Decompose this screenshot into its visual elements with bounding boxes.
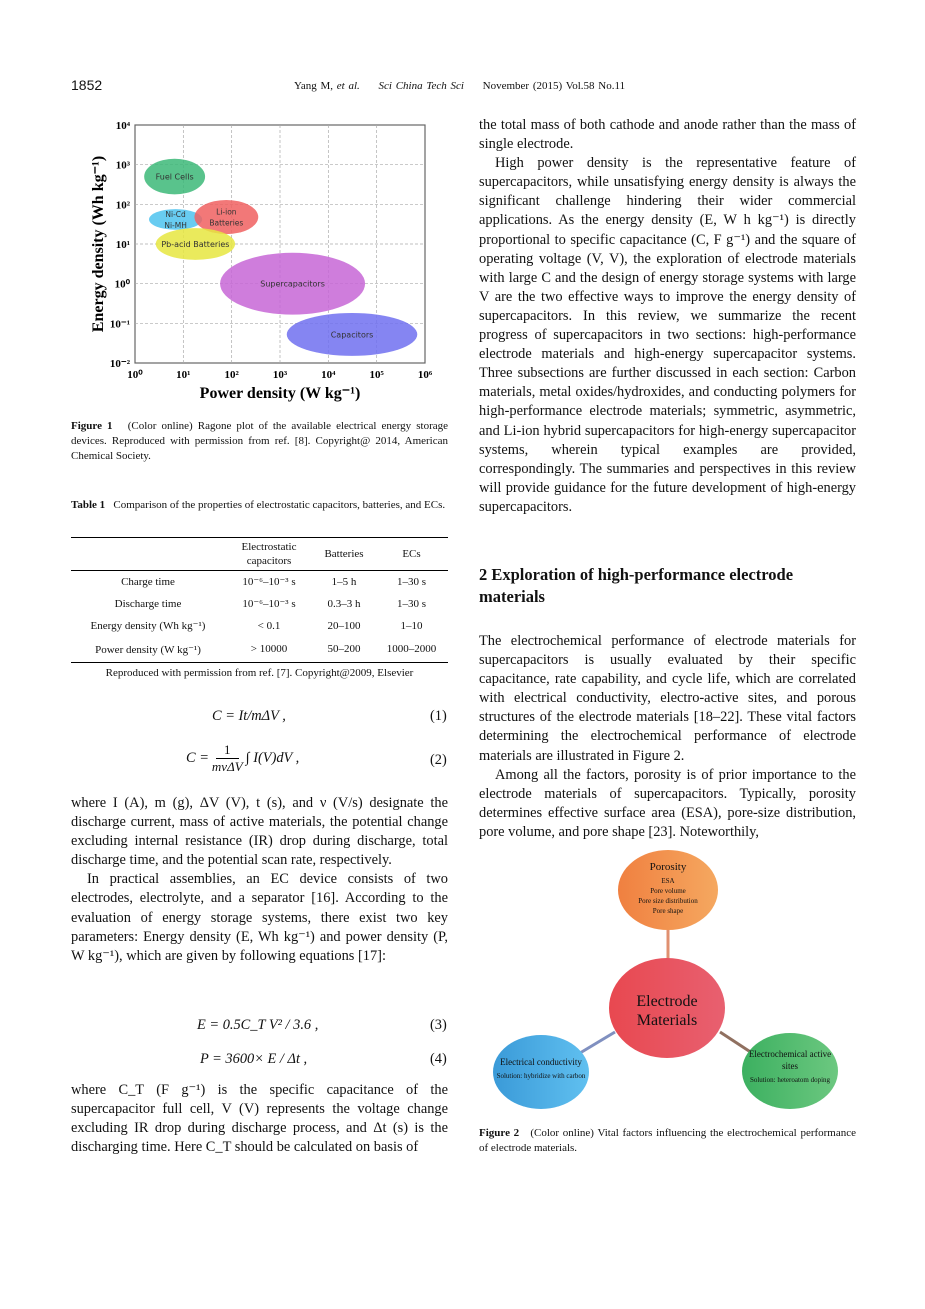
y-tick-label: 10⁻²: [109, 358, 130, 370]
active-sites-solution: Solution: heteroatom doping: [749, 1076, 831, 1084]
cell: Power density (W kg⁻¹): [95, 643, 201, 656]
connector-line: [580, 1032, 615, 1053]
section-heading: 2 Exploration of high-performance electrode materials: [479, 565, 794, 606]
x-tick-label: 10¹: [176, 369, 191, 381]
cell: Charge time: [121, 575, 175, 588]
eq-lhs: C =: [186, 750, 209, 766]
paragraph: The electrochemical performance of electrode materials for supercapacitors is usually evaluated by their specific capacitance, rate capability, and cycle life, which are correlated with electrical conductivity, electro-active sites, and porous structures of the electrode materials [18–22]. These vital factors determining the electrochemical performance of electrode materials are illustrated in Figure 2.: [479, 633, 856, 764]
equation-number: (1): [430, 708, 447, 724]
table-header-row: [71, 538, 448, 571]
region-label: Ni-Cd: [165, 209, 186, 219]
conductivity-label: [493, 1057, 589, 1081]
equation-number: (3): [430, 1017, 447, 1033]
issue: November (2015) Vol.58 No.11: [482, 80, 626, 92]
caption-text: (Color online) Ragone plot of the available electrical energy storage devices. Reproduced with permission from ref. [8]. Copyright@ 2014, American Chemical Society.: [71, 420, 449, 462]
journal: Sci China Tech Sci: [378, 80, 464, 92]
figure1-caption: [71, 419, 448, 464]
y-tick-label: 10¹: [115, 239, 130, 251]
equation-1: C = It/mΔV ,: [212, 708, 286, 724]
table-row: [71, 615, 448, 637]
left-text-block-1: [71, 794, 448, 966]
porosity-item: ESA: [661, 877, 675, 885]
ragone-plot: [70, 110, 450, 410]
table-row: [71, 571, 448, 593]
active-sites-title: Electrochemical active sites: [748, 1049, 832, 1071]
electrode-label: [609, 992, 725, 1030]
right-text-block-2: [479, 632, 856, 842]
cell: 0.3–3 h: [327, 597, 361, 610]
cell: 10⁻⁶–10⁻³ s: [242, 576, 296, 589]
region-label: Supercapacitors: [260, 279, 325, 289]
caption-text: (Color online) Vital factors influencing the electrochemical performance of electrode materials.: [479, 1127, 857, 1154]
porosity-item: Pore volume: [650, 887, 686, 895]
eq-denominator: mνΔV: [211, 759, 243, 774]
caption-text: Comparison of the properties of electrostatic capacitors, batteries, and ECs.: [113, 499, 446, 511]
eq-fraction: [212, 742, 243, 775]
paragraph: where C_T (F g⁻¹) is the specific capacitance of the supercapacitor full cell, V (V) represents the voltage change excluding IR drop during discharge process, and Δt (s) is the discharging time. Here C_T should be calculated on basis of: [71, 1082, 448, 1156]
cell: < 0.1: [257, 619, 281, 632]
x-tick-label: 10⁶: [417, 369, 433, 381]
table1-caption: [71, 498, 448, 513]
center-line: Materials: [636, 1012, 698, 1029]
y-tick-label: 10²: [115, 199, 130, 212]
et-al: et al.: [336, 80, 360, 92]
porosity-label: [618, 862, 718, 916]
region-label: Batteries: [209, 218, 244, 228]
table-row: [71, 637, 448, 663]
header-cell: ECs: [402, 548, 421, 560]
conductivity-solution: Solution: hybridize with carbon: [496, 1072, 586, 1080]
figure2-caption: [479, 1126, 856, 1156]
cell: Discharge time: [114, 597, 182, 610]
paragraph: In practical assemblies, an EC device consists of two electrodes, electrolyte, and a separator [16]. According to the evaluation of energy storage systems, there exist two key parameters: Energy density (E, Wh kg⁻¹) and power density (P, W kg⁻¹), which are given by following equations [17]:: [71, 871, 448, 964]
header-cell: Batteries: [324, 548, 364, 560]
cell: 10⁻⁶–10⁻³ s: [242, 598, 296, 610]
running-header: [294, 80, 625, 92]
x-tick-label: 10³: [272, 369, 288, 381]
x-tick-label: 10⁰: [127, 369, 143, 381]
paragraph: Among all the factors, porosity is of prior importance to the electrode materials of supercapacitors. Typically, porosity determines effective surface area (ESA), pore-size distribution, pore volume, and pore shape [23]. Noteworthily,: [479, 766, 856, 840]
cell: 1000–2000: [386, 643, 437, 656]
cell: > 10000: [250, 643, 288, 656]
x-tick-label: 10²: [224, 369, 239, 381]
region-label: Fuel Cells: [155, 172, 194, 182]
region-label: Capacitors: [330, 330, 374, 340]
header-cell: [71, 538, 225, 571]
porosity-item: Pore size distribution: [638, 897, 698, 905]
caption-label: Figure 1: [71, 420, 113, 432]
paragraph: the total mass of both cathode and anode rather than the mass of single electrode.: [479, 117, 856, 153]
equation-number: (2): [430, 752, 447, 768]
table-row: [71, 593, 448, 615]
y-axis-label: Energy density (Wh kg⁻¹): [90, 155, 107, 333]
electrode-factors-diagram: [480, 850, 860, 1110]
y-tick-label: 10³: [115, 159, 130, 172]
comparison-table: [71, 537, 448, 663]
region-label: Ni-MH: [164, 220, 187, 230]
paragraph: High power density is the representative feature of supercapacitors, while unsatisfying energy density is always the significant challenge hindering their wider commercial applications. As the energy density (E, W h kg⁻¹) is directly proportional to specific capacitance (C, F g⁻¹) and the square of operating voltage (V, V), the exploration of electrode materials with large C and the design of energy storage systems with large V are the two effective ways to improve the energy density of supercapacitors. In this review, we summarize the recent progress of supercapacitors in two sections: high-performance electrode materials and high-energy supercapacitor systems. Three subsections are further discussed in each section: Carbon materials, metal oxides/hydroxides, and conducting polymers for high-performance electrode materials; symmetric, asymmetric, and Li-ion hybrid supercapacitors for high-energy supercapacitor systems, wherein typical examples are provided, correspondingly. The summaries and perspectives in this review will provide guidance for the future development of high-energy supercapacitors.: [479, 155, 856, 515]
x-tick-label: 10⁵: [369, 369, 384, 381]
region-label: Pb-acid Batteries: [161, 240, 230, 249]
table1-footnote: Reproduced with permission from ref. [7]. Copyright@2009, Elsevier: [105, 667, 414, 679]
page-number: 1852: [71, 77, 103, 93]
right-text-block-1: [479, 116, 856, 517]
equation-3: E = 0.5C_T V² / 3.6 ,: [197, 1017, 319, 1033]
y-tick-label: 10⁰: [114, 278, 130, 291]
conductivity-title: Electrical conductivity: [500, 1057, 582, 1067]
x-tick-label: 10⁴: [321, 369, 336, 381]
cell: 1–30 s: [396, 597, 427, 610]
y-tick-label: 10⁻¹: [109, 318, 130, 331]
cell: 1–5 h: [331, 575, 357, 588]
header-cell: Electrostatic capacitors: [241, 541, 297, 567]
porosity-item: Pore shape: [652, 907, 684, 915]
cell: 20–100: [327, 619, 361, 632]
paragraph: where I (A), m (g), ΔV (V), t (s), and ν (V/s) designate the discharge current, mass of active materials, the potential change excluding internal resistance (IR) drop during discharge, total discharge time, and the potential scan rate, respectively.: [71, 795, 448, 869]
eq-numerator: 1: [216, 742, 239, 759]
equation-2: [186, 742, 299, 775]
left-text-block-2: [71, 1081, 448, 1157]
region-label: Li-ion: [216, 207, 237, 217]
cell: Energy density (Wh kg⁻¹): [90, 620, 206, 632]
equation-number: (4): [430, 1051, 447, 1067]
cell: 1–10: [400, 619, 423, 632]
authors: Yang M,: [294, 80, 334, 92]
caption-label: Table 1: [71, 499, 106, 511]
cell: 1–30 s: [396, 575, 427, 588]
x-axis-label: Power density (W kg⁻¹): [199, 385, 361, 402]
cell: 50–200: [327, 643, 361, 656]
porosity-title: Porosity: [649, 861, 687, 873]
y-tick-label: 10⁴: [115, 120, 130, 132]
active-sites-label: [742, 1048, 838, 1086]
center-line: Electrode: [636, 993, 698, 1010]
caption-label: Figure 2: [479, 1127, 520, 1139]
equation-4: P = 3600× E / Δt ,: [200, 1051, 308, 1067]
eq-rhs: ∫ I(V)dV ,: [245, 750, 300, 766]
